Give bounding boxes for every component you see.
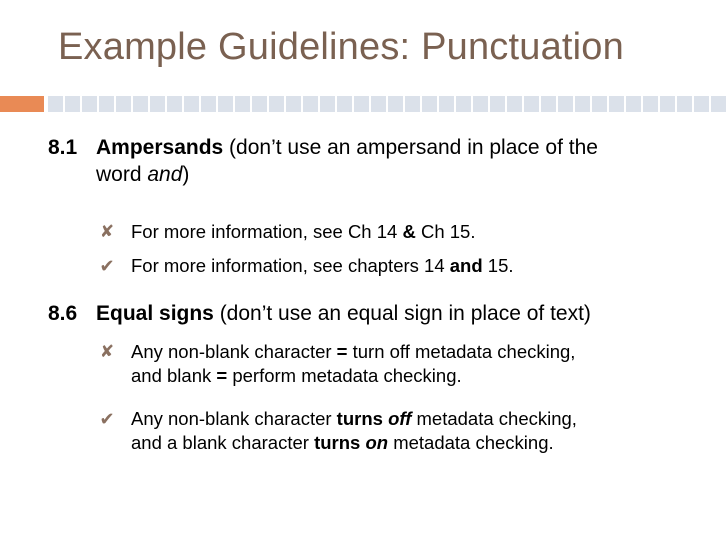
divider-block <box>82 96 97 112</box>
section-desc-line2: word <box>96 163 148 186</box>
divider-block <box>439 96 454 112</box>
divider-block <box>558 96 573 112</box>
example-bold-italic: on <box>365 432 389 453</box>
divider-block <box>541 96 556 112</box>
divider-block <box>626 96 641 112</box>
divider-block <box>303 96 318 112</box>
divider-block <box>473 96 488 112</box>
divider-block <box>184 96 199 112</box>
divider-block <box>507 96 522 112</box>
divider-block <box>150 96 165 112</box>
section-desc: (don’t use an ampersand in place of the <box>223 136 598 159</box>
divider-block <box>456 96 471 112</box>
example-part: Ch 15. <box>415 221 476 242</box>
check-mark-icon: ✔ <box>99 256 115 276</box>
divider-block <box>167 96 182 112</box>
example-part: Any non-blank character <box>131 408 337 429</box>
section-text <box>96 300 716 327</box>
divider-block <box>65 96 80 112</box>
divider-block <box>99 96 114 112</box>
divider-block <box>48 96 63 112</box>
example-part: For more information, see chapters 14 <box>131 255 450 276</box>
example-part: metadata checking. <box>388 432 554 453</box>
divider-block <box>677 96 692 112</box>
example-bold: turns <box>336 408 389 429</box>
example-bold: & <box>402 221 416 242</box>
example-part: Any non-blank character <box>131 341 337 362</box>
section-desc-italic: and <box>147 163 183 186</box>
section-text <box>96 134 716 188</box>
check-mark-icon: ✔ <box>99 409 115 429</box>
section-number: 8.1 <box>48 136 78 159</box>
divider-block <box>711 96 726 112</box>
example-bold: turns <box>314 432 366 453</box>
divider-block <box>252 96 267 112</box>
divider-block <box>575 96 590 112</box>
divider-block <box>133 96 148 112</box>
divider-block <box>235 96 250 112</box>
example-text <box>131 340 676 388</box>
divider-block <box>524 96 539 112</box>
divider-orange-block <box>0 96 44 112</box>
example-text <box>131 407 676 455</box>
divider-block <box>116 96 131 112</box>
section-desc-end: ) <box>182 163 190 186</box>
divider-block <box>201 96 216 112</box>
divider-block <box>218 96 233 112</box>
divider-block <box>609 96 624 112</box>
divider-block <box>337 96 352 112</box>
example-bold: and <box>449 255 483 276</box>
divider-block <box>694 96 709 112</box>
example-part: For more information, see Ch 14 <box>131 221 403 242</box>
section-term: Equal signs <box>96 302 214 325</box>
section-desc: (don’t use an equal sign in place of text) <box>213 302 591 325</box>
divider-block <box>354 96 369 112</box>
section-number: 8.6 <box>48 302 78 325</box>
divider-block <box>592 96 607 112</box>
example-part: 15. <box>482 255 514 276</box>
example-bold: = <box>216 365 228 386</box>
x-mark-icon: ✘ <box>99 342 115 361</box>
x-mark-icon: ✘ <box>99 222 115 241</box>
divider-block <box>371 96 386 112</box>
title-divider-bar <box>0 96 728 112</box>
divider-block <box>320 96 335 112</box>
example-bold-italic: off <box>388 408 412 429</box>
example-text <box>131 220 676 244</box>
example-part: metadata checking, <box>411 408 577 429</box>
divider-block <box>405 96 420 112</box>
divider-block <box>643 96 658 112</box>
divider-block <box>490 96 505 112</box>
divider-blue-blocks <box>48 96 728 112</box>
example-bold: = <box>336 341 348 362</box>
section-term: Ampersands <box>96 136 224 159</box>
divider-block <box>660 96 675 112</box>
example-part: and blank <box>131 365 217 386</box>
divider-block <box>388 96 403 112</box>
example-text <box>131 254 676 278</box>
divider-block <box>269 96 284 112</box>
example-part: perform metadata checking. <box>227 365 462 386</box>
example-part: turn off metadata checking, <box>347 341 576 362</box>
slide-title: Example Guidelines: Punctuation <box>58 26 624 68</box>
divider-block <box>286 96 301 112</box>
divider-block <box>422 96 437 112</box>
example-part: and a blank character <box>131 432 315 453</box>
